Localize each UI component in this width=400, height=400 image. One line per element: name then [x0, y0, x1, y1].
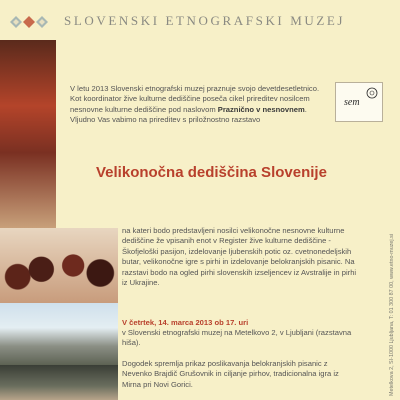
intro-text-before: V letu 2013 Slovenski etnografski muzej praznuje svojo devetdesetletnico. Kot koordinator žive kulturne dediščine poseča cikel prireditev nosilcem nesnovne kulturne dediščine pod naslovom: [70, 84, 320, 114]
diamond-logo-icon: [10, 16, 48, 28]
vertical-address: Metelkova 2, SI-1000 Ljubljana, T: 01 300 87 00, www.etno-muzej.si: [389, 233, 395, 396]
sem-stamp: [335, 82, 383, 122]
stamp-text: sem: [344, 97, 360, 108]
painted-eggs-image: [0, 228, 118, 303]
event-date: V četrtek, 14. marca 2013 ob 17. uri: [122, 318, 249, 327]
event-note: Dogodek spremlja prikaz poslikavanja belokranjskih pisanic z Nevenko Brajdič Grušovnik in ciljanje pirhov, tradicionalna igra iz Mirna pri Novi Gorici.: [122, 359, 339, 389]
people-image: [0, 365, 118, 400]
intro-paragraph: [70, 84, 330, 126]
decorative-fabric-image: [0, 40, 56, 228]
intro-highlight: Praznično v nesnovnem: [217, 104, 305, 114]
street-game-image: [0, 303, 118, 365]
header: [0, 0, 400, 40]
body-paragraph: na kateri bodo predstavljeni nosilci velikonočne nesnovne kulturne dediščine že vpisanih enot v Register žive kulturne dediščine - Škofjeloški pasijon, izdelovanje ljubenskih potic oz. cvetnonedeljskih butar, velikonočne igre s pirhi in izdelovanje belokranjskih pisanic. Na razstavi bodo na ogled pirhi slovenskih izseljencev iz Avstralije in pirhi iz Ukrajine.: [122, 226, 357, 288]
event-place: v Slovenski etnografski muzej na Metelkovo 2, v Ljubljani (razstavna hiša).: [122, 328, 352, 348]
museum-title: SLOVENSKI ETNOGRAFSKI MUZEJ: [64, 13, 346, 28]
page-title: Velikonočna dediščina Slovenije: [96, 164, 327, 181]
photo-spacer: [56, 40, 118, 228]
intro-text-after: . Vljudno Vas vabimo na prireditev s priložnostno razstavo: [70, 104, 307, 125]
stamp-flower-icon: [365, 87, 379, 99]
